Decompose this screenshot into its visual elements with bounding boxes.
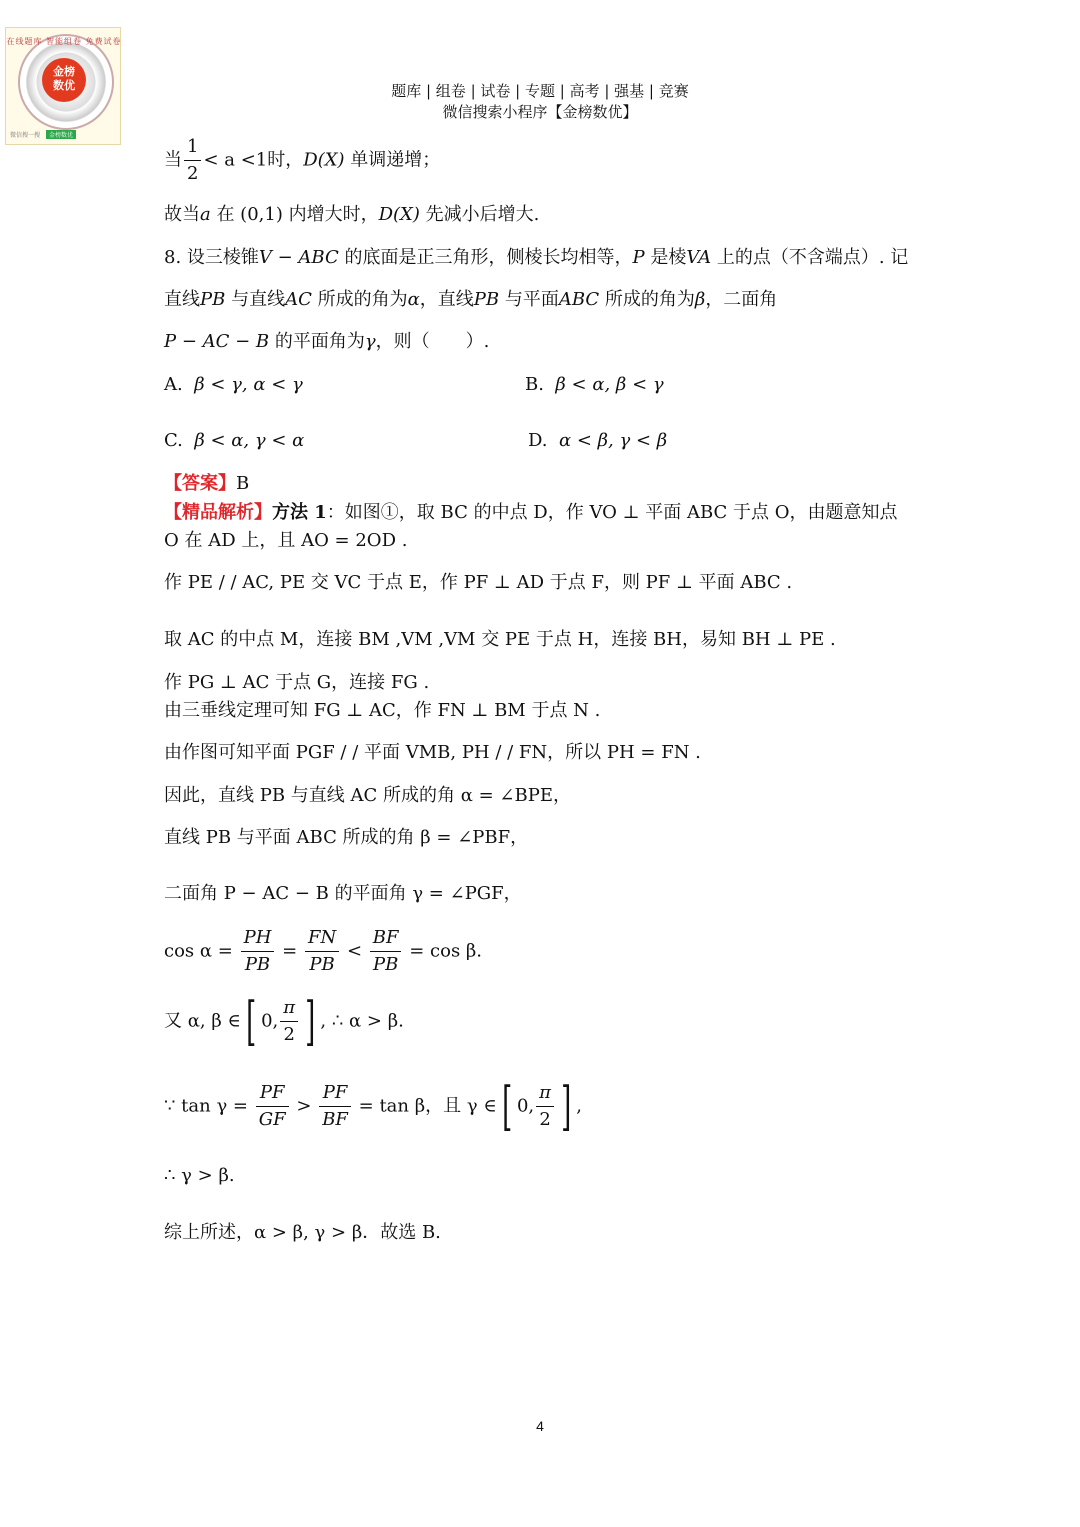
q8-2i: 与平面 [499,289,559,310]
frac-pf-bf [319,1080,351,1133]
q8-2g: ，直线 [419,289,474,310]
l1-mid: < a <1时， [203,149,304,171]
q8-2c: 与直线 [225,289,286,310]
question-8-line-2 [164,288,777,312]
question-8-line-1 [164,246,908,270]
logo-center-bottom: 数优 [53,79,75,92]
frac-pi-2 [280,995,298,1048]
line-1 [164,134,440,187]
answer-value: B [236,473,250,494]
frac-den: GF [258,1109,286,1130]
frac-num: FN [305,925,339,952]
option-a-label: A. [164,374,183,395]
frac-num: π [280,995,298,1022]
l1-dx: D(X) [303,149,345,171]
header-line-1: 题库 | 组卷 | 试卷 | 专题 | 高考 | 强基 | 竞赛 [391,82,689,100]
l2-b: a [200,204,211,225]
option-b-text: β < α, β < γ [555,374,664,395]
frac-pf-gf [256,1080,289,1133]
tan-line [164,1076,583,1137]
l1-post: 单调递增； [344,149,441,171]
q8-2k: 所成的角为 [599,289,695,310]
logo-ring-text: 在线题库 智能组卷 免费试卷 [6,37,122,46]
option-a [164,373,303,397]
option-b-label: B. [525,374,544,395]
explanation-line-6: 由三垂线定理可知 FG ⊥ AC，作 FN ⊥ BM 于点 N . [164,700,601,721]
cos-beta: = cos β. [409,940,483,962]
l1-pre: 当 [164,149,182,171]
q8-2e: 所成的角为 [311,289,408,310]
explanation-line-7: 由作图可知平面 PGF / / 平面 VMB, PH / / FN，所以 PH = FN . [164,742,701,763]
frac-num: PF [256,1080,289,1107]
option-c-text: β < α, γ < α [194,430,305,451]
option-c [164,429,304,453]
q8-a: 8. 设三棱锥 [164,247,259,268]
q8-2f: α [407,289,420,310]
explanation-label: 【精品解析】 [164,502,272,523]
q8-2j: ABC [558,289,600,310]
option-d-label: D. [528,430,548,451]
header-line-2: 微信搜索小程序【金榜数优】 [442,103,638,121]
explanation-line-1 [164,501,898,525]
cos-alpha: cos α = [164,940,233,962]
frac-num: π [536,1080,554,1107]
option-d-text: α < β, γ < β [558,430,668,451]
option-a-text: β < γ, α < γ [194,374,303,395]
logo-center-top: 金榜 [53,65,75,78]
again-b: 0, [261,1010,279,1032]
option-b [525,373,664,397]
q8-3b: 的平面角为 [269,331,365,352]
option-d [528,429,667,453]
frac-den: PB [244,954,271,975]
left-bracket: [ [245,991,257,1052]
frac-bf-pb [370,925,402,978]
explanation-line-4: 取 AC 的中点 M，连接 BM ,VM ,VM 交 PE 于点 H，连接 BH，易知 BH ⊥ PE . [164,629,836,650]
frac-num: BF [370,925,402,952]
option-c-label: C. [164,430,183,451]
right-bracket: ] [561,1076,572,1137]
explanation-line-8: 因此，直线 PB 与直线 AC 所成的角 α = ∠BPE， [164,785,571,806]
l2-e: 先减小后增大. [419,204,540,225]
answer-line [164,472,249,496]
q8-2m: ，二面角 [705,289,778,310]
q8-2d: AC [285,289,312,310]
frac-num: PH [241,925,275,952]
range-line [164,991,404,1052]
q8-f: VA [686,247,712,268]
equals: = [282,940,298,962]
l2-c: 在 (0,1) 内增大时， [210,204,379,225]
frac-den: PB [372,954,399,975]
explanation-line-2: O 在 AD 上，且 AO = 2OD . [164,530,408,551]
l2-d: D(X) [378,204,420,225]
logo-footer [10,130,118,140]
again-a: 又 α, β ∈ [164,1010,241,1032]
explanation-line-3: 作 PE / / AC, PE 交 VC 于点 E，作 PF ⊥ AD 于点 F，则 PF ⊥ 平面 ABC . [164,572,793,593]
q8-b: V − ABC [258,247,339,268]
frac-den: 2 [539,1109,551,1130]
less-than: < [346,940,363,962]
q8-g: 上的点（不含端点）. 记 [711,247,909,268]
q8-3d: ，则（ ）. [375,331,490,352]
fraction-half [184,134,201,187]
q8-e: 是棱 [644,247,687,268]
frac-den: 2 [187,163,199,184]
method-label: 方法 1 [272,502,327,523]
frac-pi-2 [536,1080,554,1133]
explanation-line-5: 作 PG ⊥ AC 于点 G，连接 FG . [164,672,430,693]
tan-b: = tan β，且 γ ∈ [358,1095,497,1117]
line-2 [164,203,539,227]
tan-c: 0, [516,1095,535,1117]
frac-num: PF [319,1080,351,1107]
frac-num: 1 [184,134,201,161]
explanation-line-9: 直线 PB 与平面 ABC 所成的角 β = ∠PBF， [164,827,529,848]
page-number: 4 [536,1418,544,1434]
explanation-line-10: 二面角 P − AC − B 的平面角 γ = ∠PGF， [164,883,522,904]
again-c: , ∴ α > β. [320,1010,404,1032]
right-bracket: ] [305,991,316,1052]
q8-2l: β [694,289,706,310]
frac-den: PB [309,954,335,975]
logo-foot-right: 金榜数优 [46,130,76,139]
q8-2h: PB [473,289,500,310]
q8-3c: γ [364,331,376,352]
q8-2a: 直线 [164,289,200,310]
frac-den: BF [322,1109,348,1130]
q8-3a: P − AC − B [164,331,270,352]
frac-fn-pb [305,925,339,978]
l2-a: 故当 [164,204,200,225]
cos-equation [164,925,482,978]
answer-label: 【答案】 [164,473,236,494]
q8-d: P [632,247,645,268]
greater-than: > [296,1095,312,1117]
q8-c: 的底面是正三角形，侧棱长均相等， [338,247,633,268]
summary-line: 综上所述，α > β, γ > β．故选 B. [164,1222,441,1243]
tan-a: ∵ tan γ = [164,1095,249,1117]
question-8-line-3 [164,330,489,354]
frac-ph-pb [241,925,275,978]
therefore-line: ∴ γ > β. [164,1165,235,1186]
tan-d: , [576,1095,583,1117]
logo-foot-left: 微信搜一搜 [10,132,41,139]
frac-den: 2 [283,1024,295,1045]
left-bracket: [ [501,1076,512,1137]
q8-2b: PB [200,289,226,310]
explanation-1: ：如图①，取 BC 的中点 D，作 VO ⊥ 平面 ABC 于点 O，由题意知点 [326,502,898,523]
